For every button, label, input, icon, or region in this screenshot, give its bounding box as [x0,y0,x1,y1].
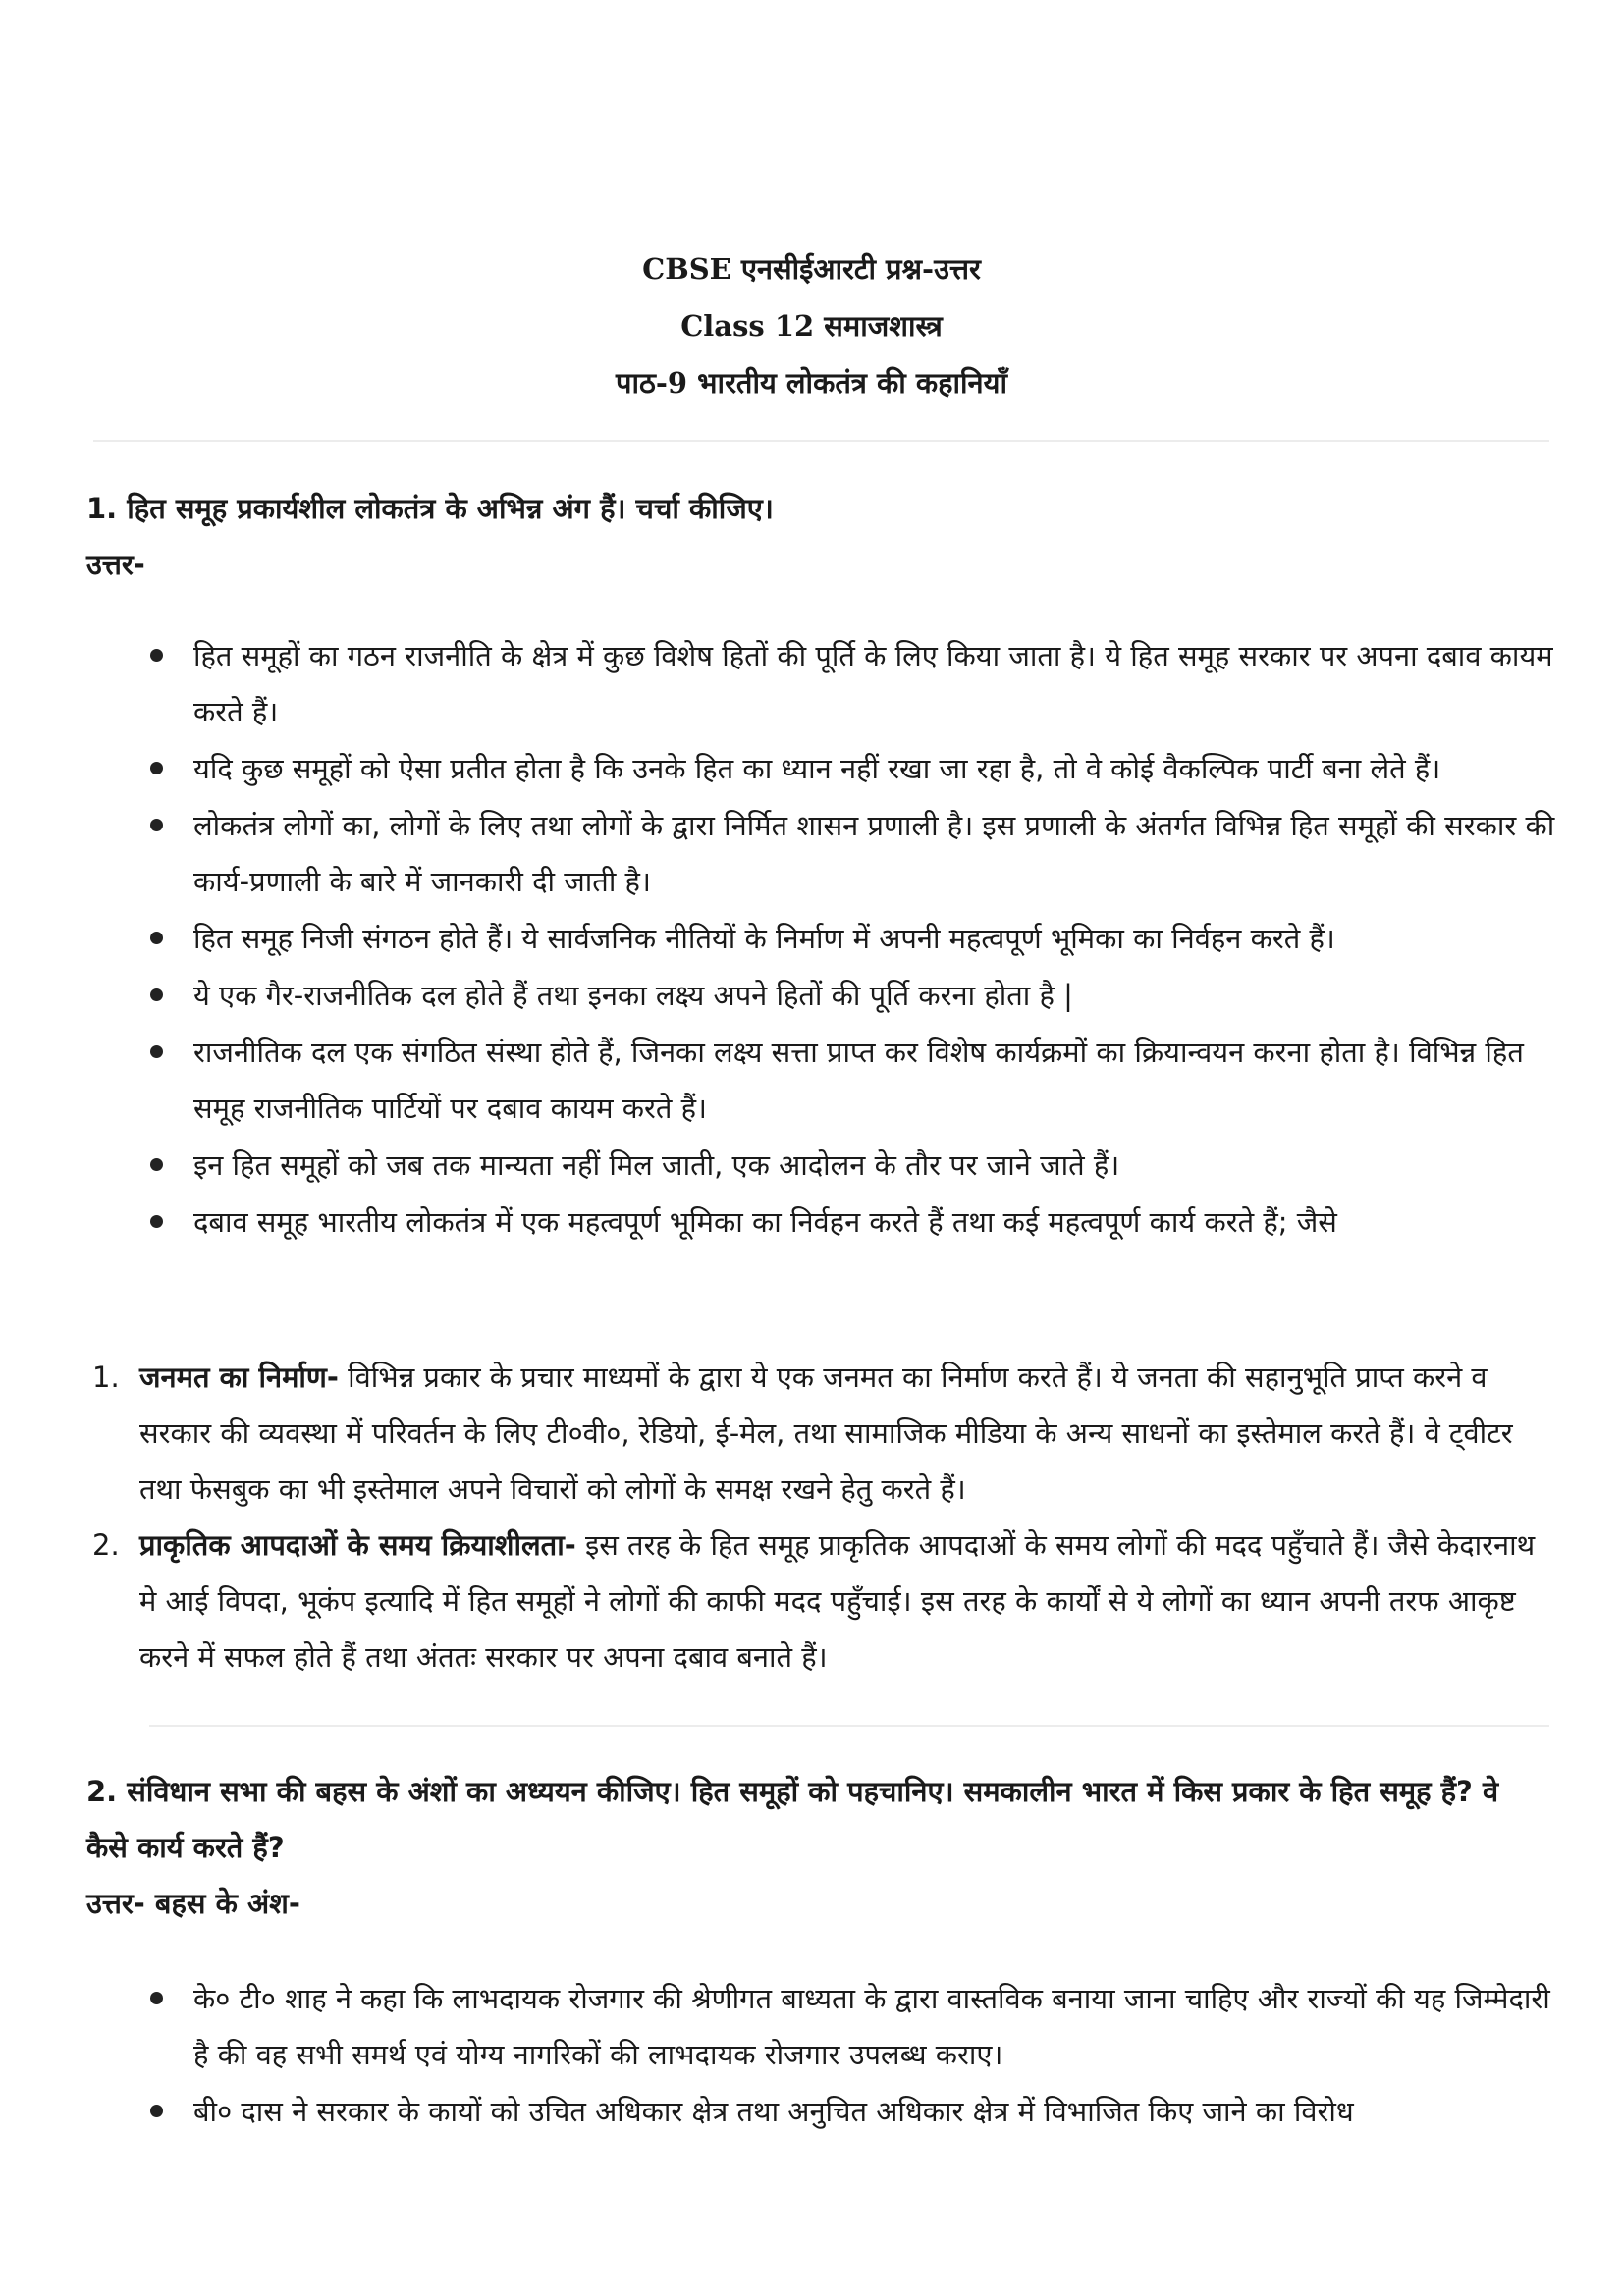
list-item: हित समूहों का गठन राजनीति के क्षेत्र में कुछ विशेष हितों की पूर्ति के लिए किया जाता है। ये हित समूह सरकार पर अपना दबाव कायम करते हैं। [142,628,1556,740]
list-item-text: इस तरह के हित समूह प्राकृतिक आपदाओं के समय लोगों की मदद पहुँचाते हैं। जैसे केदारनाथ मे आई विपदा, भूकंप इत्यादि में हित समूहों ने लोगों की काफी मदद पहुँचाई। इस तरह के कार्यों से ये लोगों का ध्यान अपनी तरफ आकृष्ट करने में सफल होते हैं तथा अंततः सरकार पर अपना दबाव बनाते हैं। [139,1528,1536,1674]
answer-2-label: उत्तर- बहस के अंश- [86,1887,300,1920]
bullet-icon [150,649,163,662]
list-item-text: विभिन्न प्रकार के प्रचार माध्यमों के द्वारा ये एक जनमत का निर्माण करते हैं। ये जनता की सहानुभूति प्राप्त करने व सरकार की व्यवस्था में परिवर्तन के लिए टी०वी०, रेडियो, ई-मेल, तथा सामाजिक मीडिया के अन्य साधनों का इस्तेमाल करते हैं। वे ट्वीटर तथा फेसबुक का भी इस्तेमाल अपने विचारों को लोगों के समक्ष रखने हेतु करते हैं। [139,1361,1513,1506]
answer-2-bullet-list [142,1971,1556,2141]
list-item: ये एक गैर-राजनीतिक दल होते हैं तथा इनका लक्ष्य अपने हितों की पूर्ति करना होता है | [142,968,1556,1024]
question-2: 2. संविधान सभा की बहस के अंशों का अध्ययन कीजिए। हित समूहों को पहचानिए। समकालीन भारत में किस प्रकार के हित समूह हैं? वे कैसे कार्य करते हैं? [86,1775,1499,1864]
list-item: हित समूह निजी संगठन होते हैं। ये सार्वजनिक नीतियों के निर्माण में अपनी महत्वपूर्ण भूमिका का निर्वहन करते हैं। [142,911,1556,967]
bullet-icon [150,1045,163,1058]
list-number: 1. [92,1361,120,1394]
bullet-icon [150,988,163,1001]
bullet-icon [150,932,163,944]
list-item: इन हित समूहों को जब तक मान्यता नहीं मिल जाती, एक आदोलन के तौर पर जाने जाते हैं। [142,1138,1556,1194]
section-divider [93,440,1549,442]
list-number: 2. [92,1528,120,1562]
list-item: बी० दास ने सरकार के कायों को उचित अधिकार क्षेत्र तथा अनुचित अधिकार क्षेत्र में विभाजित किए जाने का विरोध [142,2084,1556,2140]
list-item [88,1518,1556,1685]
header-title: CBSE एनसीईआरटी प्रश्न-उत्तर [642,252,981,286]
bullet-icon [150,762,163,774]
answer-1-label: उत्तर- [86,548,145,581]
question-1: 1. हित समूह प्रकार्यशील लोकतंत्र के अभिन्न अंग हैं। चर्चा कीजिए। [86,492,774,525]
document-header [0,240,1623,411]
bullet-icon [150,1158,163,1171]
answer-1-numbered-list [88,1350,1556,1685]
answer-1-bullet-list [142,628,1556,1252]
header-chapter: पाठ-9 भारतीय लोकतंत्र की कहानियाँ [616,366,1007,400]
list-item-title: प्राकृतिक आपदाओं के समय क्रियाशीलता- [139,1528,576,1562]
list-item: लोकतंत्र लोगों का, लोगों के लिए तथा लोगों के द्वारा निर्मित शासन प्रणाली है। इस प्रणाली के अंतर्गत विभिन्न हित समूहों की सरकार की कार्य-प्रणाली के बारे में जानकारी दी जाती है। [142,798,1556,910]
bullet-icon [150,819,163,831]
list-item: यदि कुछ समूहों को ऐसा प्रतीत होता है कि उनके हित का ध्यान नहीं रखा जा रहा है, तो वे कोई वैकल्पिक पार्टी बना लेते हैं। [142,741,1556,797]
list-item: राजनीतिक दल एक संगठित संस्था होते हैं, जिनका लक्ष्य सत्ता प्राप्त कर विशेष कार्यक्रमों का क्रियान्वयन करना होता है। विभिन्न हित समूह राजनीतिक पार्टियों पर दबाव कायम करते हैं। [142,1025,1556,1137]
list-item: दबाव समूह भारतीय लोकतंत्र में एक महत्वपूर्ण भूमिका का निर्वहन करते हैं तथा कई महत्वपूर्ण कार्य करते हैं; जैसे [142,1195,1556,1251]
bullet-icon [150,2105,163,2117]
bullet-icon [150,1992,163,2004]
list-item-title: जनमत का निर्माण- [139,1361,339,1394]
header-class: Class 12 समाजशास्त्र [680,309,943,343]
bullet-icon [150,1215,163,1228]
section-divider [149,1725,1549,1727]
list-item [88,1350,1556,1518]
list-item: के० टी० शाह ने कहा कि लाभदायक रोजगार की श्रेणीगत बाध्यता के द्वारा वास्तविक बनाया जाना चाहिए और राज्यों की यह जिम्मेदारी है की वह सभी समर्थ एवं योग्य नागरिकों की लाभदायक रोजगार उपलब्ध कराए। [142,1971,1556,2083]
